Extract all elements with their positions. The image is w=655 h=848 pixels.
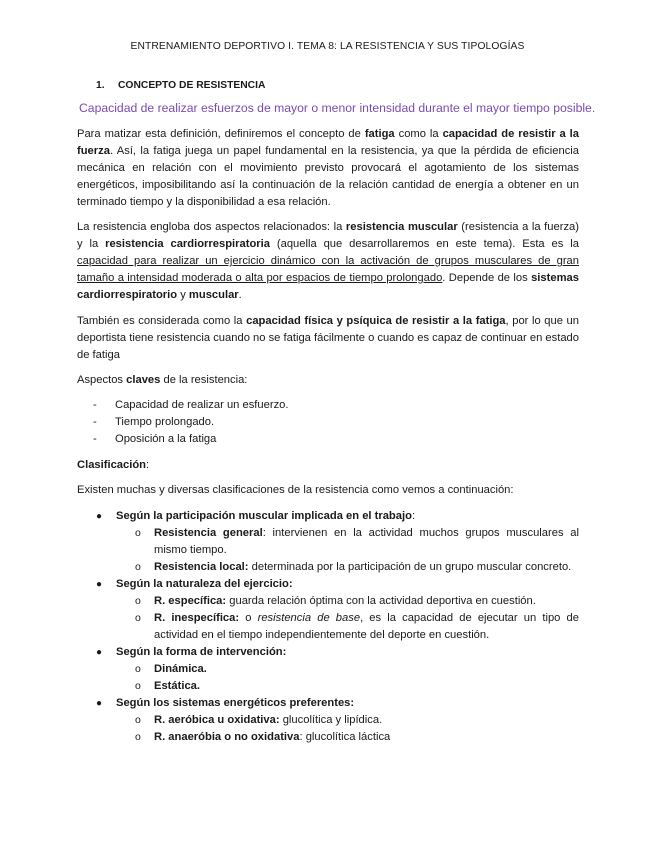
- bullet-icon: ●: [96, 647, 103, 658]
- sub-bullet-icon: o: [135, 731, 141, 743]
- list-item: o R. aeróbica u oxidativa: glucolítica y lipídica.: [77, 712, 579, 729]
- list-item: o Dinámica.: [77, 661, 579, 678]
- paragraph-aspects: La resistencia engloba dos aspectos relacionados: la resistencia muscular (resistencia a la fuerza) y la resistencia cardiorrespiratoria (aquella que desarrollaremos en este tema). Esta es la capacidad para realizar un ejercicio dinámico con la activación de grupos musculares de gran tamaño a intensidad moderada o alta por espacios de tiempo prolongado. Depende de los sistemas cardiorrespiratorio y muscular.: [77, 221, 579, 301]
- list-item: o Estática.: [77, 678, 579, 695]
- classification-group: ● Según la naturaleza del ejercicio: o R. específica: guarda relación óptima con la actividad deportiva en cuestión. o R. inespecífica: o resistencia de base, es la capacidad de ejecutar un tipo de actividad en el tiempo independientemente del deporte en cuestión.: [77, 576, 579, 644]
- bullet-icon: ●: [96, 698, 103, 709]
- list-item: o Resistencia local: determinada por la participación de un grupo muscular concreto.: [77, 559, 579, 576]
- classification-group: ● Según la forma de intervención: o Dinámica. o Estática.: [77, 644, 579, 695]
- classification-intro: Existen muchas y diversas clasificaciones de la resistencia como vemos a continuación:: [77, 484, 514, 496]
- list-item: o R. específica: guarda relación óptima con la actividad deportiva en cuestión.: [77, 593, 579, 610]
- list-item: o R. anaeróbia o no oxidativa: glucolítica láctica: [77, 729, 579, 746]
- section-number: 1.: [96, 80, 105, 91]
- list-item: o R. inespecífica: o resistencia de base, es la capacidad de ejecutar un tipo de actividad en el tiempo independientemente del deporte en cuestión.: [135, 612, 579, 641]
- list-item: - Tiempo prolongado.: [93, 414, 289, 431]
- bullet-icon: ●: [96, 579, 103, 590]
- classification-group: ● Según los sistemas energéticos preferentes: o R. aeróbica u oxidativa: glucolítica y lipídica. o R. anaeróbia o no oxidativa: glucolítica láctica: [77, 695, 579, 746]
- definition-lead: Capacidad de realizar esfuerzos de mayor o menor intensidad durante el mayor tiempo posible.: [79, 101, 596, 115]
- sub-bullet-icon: o: [135, 595, 141, 607]
- sub-bullet-icon: o: [135, 663, 141, 675]
- bullet-icon: ●: [96, 511, 103, 522]
- list-item: - Capacidad de realizar un esfuerzo.: [93, 397, 289, 414]
- section-heading: [96, 77, 265, 94]
- document-header: ENTRENAMIENTO DEPORTIVO I. TEMA 8: LA RESISTENCIA Y SUS TIPOLOGÍAS: [130, 41, 525, 52]
- paragraph-capacity: También es considerada como la capacidad física y psíquica de resistir a la fatiga, por lo que un deportista tiene resistencia cuando no se fatiga fácilmente o cuando es capaz de continuar en estado de fatiga: [77, 315, 579, 361]
- list-item: - Oposición a la fatiga: [93, 431, 289, 448]
- classification-list: [77, 508, 579, 746]
- sub-bullet-icon: o: [135, 680, 141, 692]
- paragraph-fatigue: Para matizar esta definición, definiremos el concepto de fatiga como la capacidad de resistir a la fuerza. Así, la fatiga juega un papel fundamental en la resistencia, ya que la pérdida de eficiencia mecánica en relación con el movimiento previsto provocará el agotamiento de los sistemas energéticos, imposibilitando así la continuación de la relación cantidad de energía a obtener en un terminado tiempo y la disponibilidad a esa relación.: [77, 128, 580, 208]
- classification-heading: Clasificación:: [77, 459, 150, 471]
- sub-bullet-icon: o: [135, 714, 141, 726]
- sub-bullet-icon: o: [135, 527, 141, 539]
- key-aspects-list: [93, 397, 289, 448]
- sub-bullet-icon: o: [135, 612, 141, 624]
- section-title: CONCEPTO DE RESISTENCIA: [118, 80, 266, 91]
- paragraph-key-aspects: Aspectos claves de la resistencia:: [77, 374, 248, 386]
- classification-group: ● Según la participación muscular implicada en el trabajo: o Resistencia general: intervienen en la actividad muchos grupos musculares al mismo tiempo. o Resistencia local: determinada por la participación de un grupo muscular concreto.: [77, 508, 579, 576]
- list-item: o Resistencia general: intervienen en la actividad muchos grupos musculares al mismo tiempo.: [135, 527, 579, 556]
- sub-bullet-icon: o: [135, 561, 141, 573]
